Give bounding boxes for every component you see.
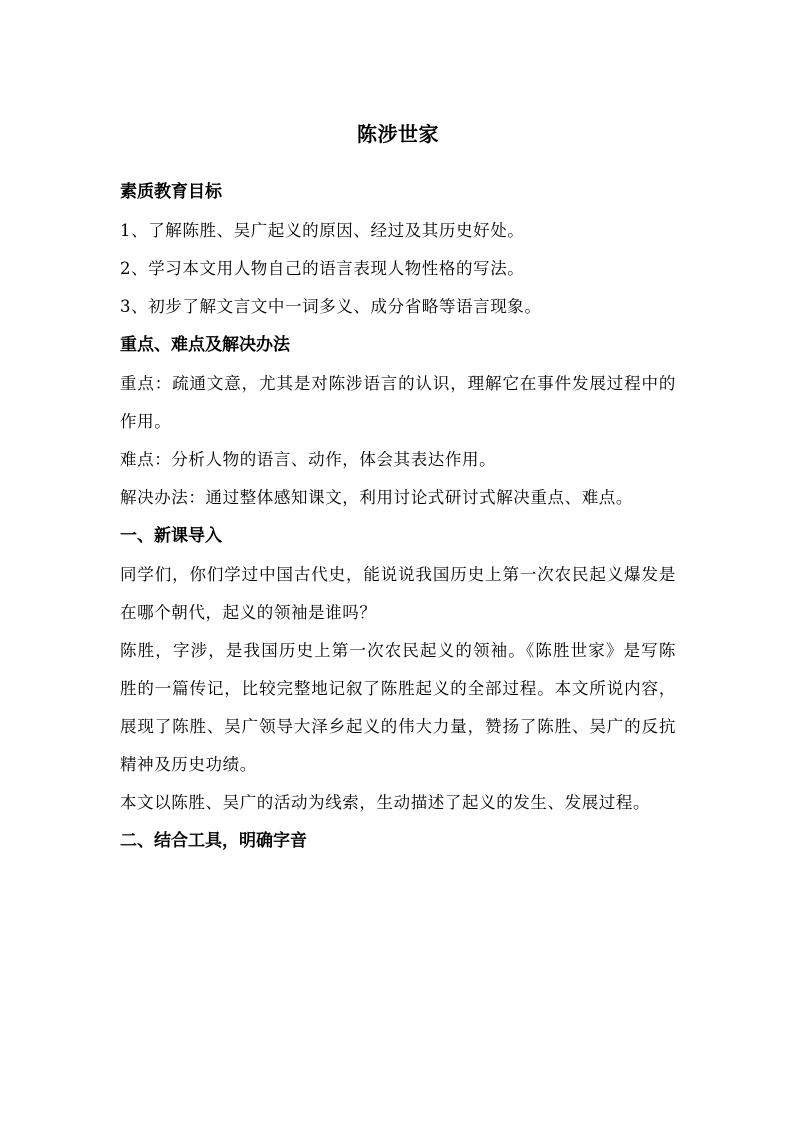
section-heading-intro: 一、新课导入 [120,526,222,546]
section-heading-keypoints: 重点、难点及解决办法 [120,335,290,355]
section-heading-tools: 二、结合工具，明确字音 [120,831,307,851]
keypoint-solution: 解决办法：通过整体感知课文，利用讨论式研讨式解决重点、难点。 [120,488,633,507]
keypoint-difficulty: 难点：分析人物的语言、动作，体会其表达作用。 [120,450,497,469]
keypoint-focus: 重点：疏通文意，尤其是对陈涉语言的认识，理解它在事件发展过程中的作用。 [120,374,676,431]
intro-paragraph-2: 陈胜，字涉，是我国历史上第一次农民起义的领袖。《陈胜世家》是写陈胜的一篇传记，比较完整地记叙了陈胜起义的全部过程。本文所说内容，展现了陈胜、吴广领导大泽乡起义的伟大力量，赞扬了陈胜、吴广的反抗精神及历史功绩。 [120,641,676,774]
section-heading-goals: 素质教育目标 [120,182,222,202]
goal-item-1: 1、了解陈胜、吴广起义的原因、经过及其历史好处。 [120,221,525,240]
intro-paragraph-1: 同学们，你们学过中国古代史，能说说我国历史上第一次农民起义爆发是在哪个朝代，起义的领袖是谁吗？ [120,565,676,622]
goal-item-3: 3、初步了解文言文中一词多义、成分省略等语言现象。 [120,297,542,316]
intro-paragraph-3: 本文以陈胜、吴广的活动为线索，生动描述了起义的发生、发展过程。 [120,793,651,812]
goal-item-2: 2、学习本文用人物自己的语言表现人物性格的写法。 [120,259,525,278]
document-title: 陈涉世家 [357,122,439,146]
document-body [120,118,676,861]
